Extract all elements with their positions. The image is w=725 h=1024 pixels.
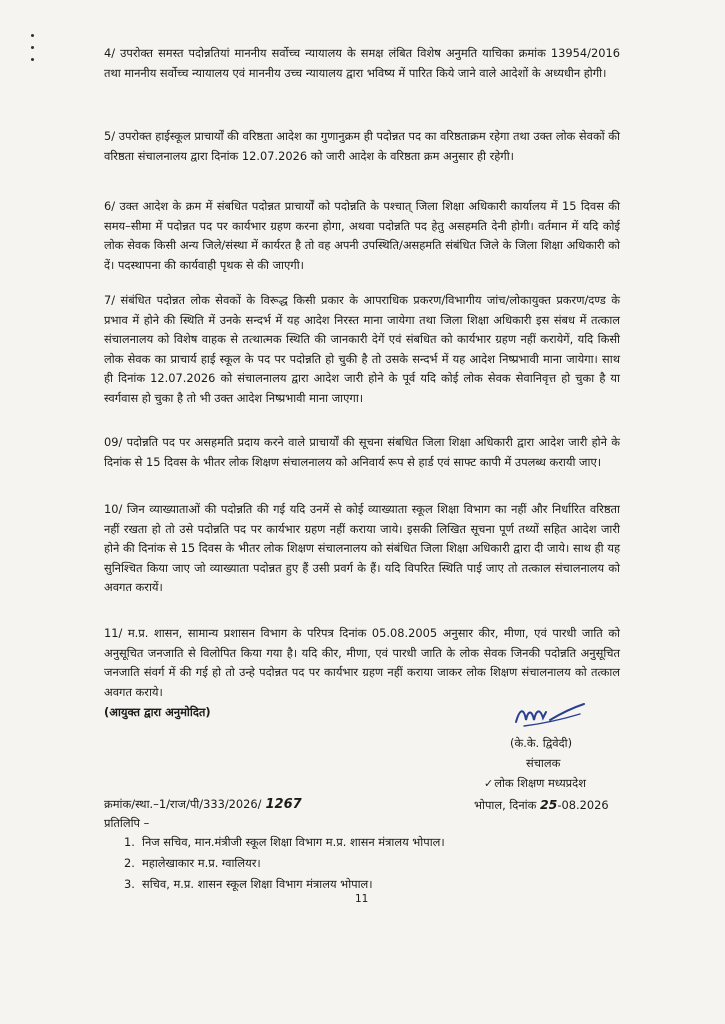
copy-label: प्रतिलिपि – — [104, 816, 150, 830]
date-day: 25 — [539, 797, 558, 812]
copy-item: 1. निज सचिव, मान.मंत्रीजी स्कूल शिक्षा विभाग म.प्र. शासन मंत्रालय भोपाल। — [124, 835, 445, 849]
handwritten-signature — [510, 700, 590, 734]
place-date-line — [474, 797, 609, 813]
reference-number-line — [104, 797, 302, 812]
copy-list — [124, 835, 445, 898]
paragraph-10: 10/ जिन व्याख्याताओं की पदोन्नति की गई यदि उनमें से कोई व्याख्याता स्कूल शिक्षा विभाग का नहीं और निर्धारित वरिष्ठता नहीं रखता हो तो उसे पदोन्नति पद पर कार्यभार ग्रहण नहीं कराया जाये। इसकी लिखित सूचना पूर्ण तथ्यों सहित आदेश जारी होने की दिनांक से 15 दिवस के भीतर लोक शिक्षण संचालनालय को संबंधित जिला शिक्षा अधिकारी द्वारा दी जाये। साथ ही यह सुनिश्चित किया जाए जो व्याख्याता पदोन्नत हुए हैं उसी प्रवर्ग के हैं। यदि विपरित स्थिति पाई जाए तो तत्काल संचालनालय को अवगत करायें। — [104, 502, 620, 595]
margin-dots — [30, 34, 36, 74]
signatory-designation: संचालक — [526, 756, 561, 770]
paragraph-7: 7/ संबंधित पदोन्नत लोक सेवकों के विरूद्ध किसी प्रकार के आपराधिक प्रकरण/विभागीय जांच/लोकायुक्त प्रकरण/दण्ड के प्रभाव में होने की स्थिति में उनके सन्दर्भ में यह आदेश निरस्त माना जायेगा तथा जिला शिक्षा अधिकारी इस संबध में तत्काल संचालनालय को विशेष वाहक से तत्थात्मक स्थिति की जानकारी देगें एवं संबधित को कार्यभार ग्रहण नहीं करायेगें, यदि किसी लोक सेवक का प्राचार्य हाई स्कूल के पद पर पदोन्नति हो चुकी है तो उसके सन्दर्भ में यह आदेश निष्प्रभावी माना जायेगा। साथ ही दिनांक 12.07.2026 को संचालनालय द्वारा आदेश जारी होने के पूर्व यदि कोई लोक सेवक सेवानिवृत्त हो चुका है या स्वर्गवास हो चुका है तो भी उक्त आदेश निष्प्रभावी माना जाएगा। — [104, 293, 620, 405]
paragraph-6: 6/ उक्त आदेश के क्रम में संबधित पदोन्नत प्राचार्यों को पदोन्नति के पश्चात् जिला शिक्षा अधिकारी कार्यालय में 15 दिवस की समय–सीमा में पदोन्नत पद पर कार्यभार ग्रहण करना होगा, अथवा पदोन्नति पद हेतु असहमति देनी होगी। वर्तमान में यदि कोई लोक सेवक किसी अन्य जिले/संस्था में कार्यरत है तो वह अपनी उपस्थिति/असहमति संबंधित जिले के जिला शिक्षा अधिकारी को दें। पदस्थापना की कार्यवाही पृथक से की जाएगी। — [104, 199, 620, 272]
paragraph-9: 09/ पदोन्नति पद पर असहमति प्रदाय करने वाले प्राचार्यों की सूचना संबधित जिला शिक्षा अधिकारी द्वारा आदेश जारी होने के दिनांक से 15 दिवस के भीतर लोक शिक्षण संचालनालय को अनिवार्य रूप से हार्ड एवं साफ्ट कापी में उपलब्ध करायी जाए। — [104, 435, 620, 469]
paragraph-4: 4/ उपरोक्त समस्त पदोन्नतियां माननीय सर्वोच्च न्यायालय के समक्ष लंबित विशेष अनुमति याचिका क्रमांक 13954/2016 तथा माननीय सर्वोच्च न्यायालय एवं माननीय उच्च न्यायालय द्वारा भविष्य में पारित किये जाने वाले आदेशों के अध्यधीन होगी। — [104, 46, 620, 80]
place-label: भोपाल, दिनांक — [474, 798, 540, 812]
tick-mark-icon: ✓ — [484, 777, 494, 790]
paragraph-5: 5/ उपरोक्त हाईस्कूल प्राचार्यों की वरिष्ठता आदेश का गुणानुक्रम ही पदोन्नत पद का वरिष्ठताक्रम रहेगा तथा उक्त लोक सेवकों की वरिष्ठता संचालनालय द्वारा दिनांक 12.07.2026 को जारी आदेश के वरिष्ठता क्रम अनुसार ही रहेगी। — [104, 129, 620, 163]
page-number: 11 — [355, 893, 369, 905]
paragraph-11: 11/ म.प्र. शासन, सामान्य प्रशासन विभाग के परिपत्र दिनांक 05.08.2005 अनुसार कीर, मीणा, एवं पारधी जाति को अनुसूचित जनजाति से विलोपित किया गया है। यदि कीर, मीणा, एवं पारधी जाति के लोक सेवक जिनकी पदोन्नति अनुसूचित जनजाति संवर्ग में की गई हो तो उन्हे पदोन्नत पद पर कार्यभार ग्रहण नहीं कराया जाकर लोक शिक्षण संचालनालय को तत्काल अवगत कराये। — [104, 626, 620, 699]
signatory-name: (के.के. द्विवेदी) — [510, 736, 573, 750]
reference-number: 1267 — [265, 797, 302, 812]
copy-item: 3. सचिव, म.प्र. शासन स्कूल शिक्षा विभाग मंत्रालय भोपाल। — [124, 877, 373, 891]
date-rest: -08.2026 — [557, 798, 609, 812]
reference-prefix: क्रमांक/स्था.–1/राज/पी/333/2026/ — [104, 797, 262, 811]
approval-note: (आयुक्त द्वारा अनुमोदित) — [104, 705, 211, 719]
signatory-office: ✓लोक शिक्षण मध्यप्रदेश — [484, 776, 586, 790]
copy-item: 2. महालेखाकार म.प्र. ग्वालियर। — [124, 856, 261, 870]
